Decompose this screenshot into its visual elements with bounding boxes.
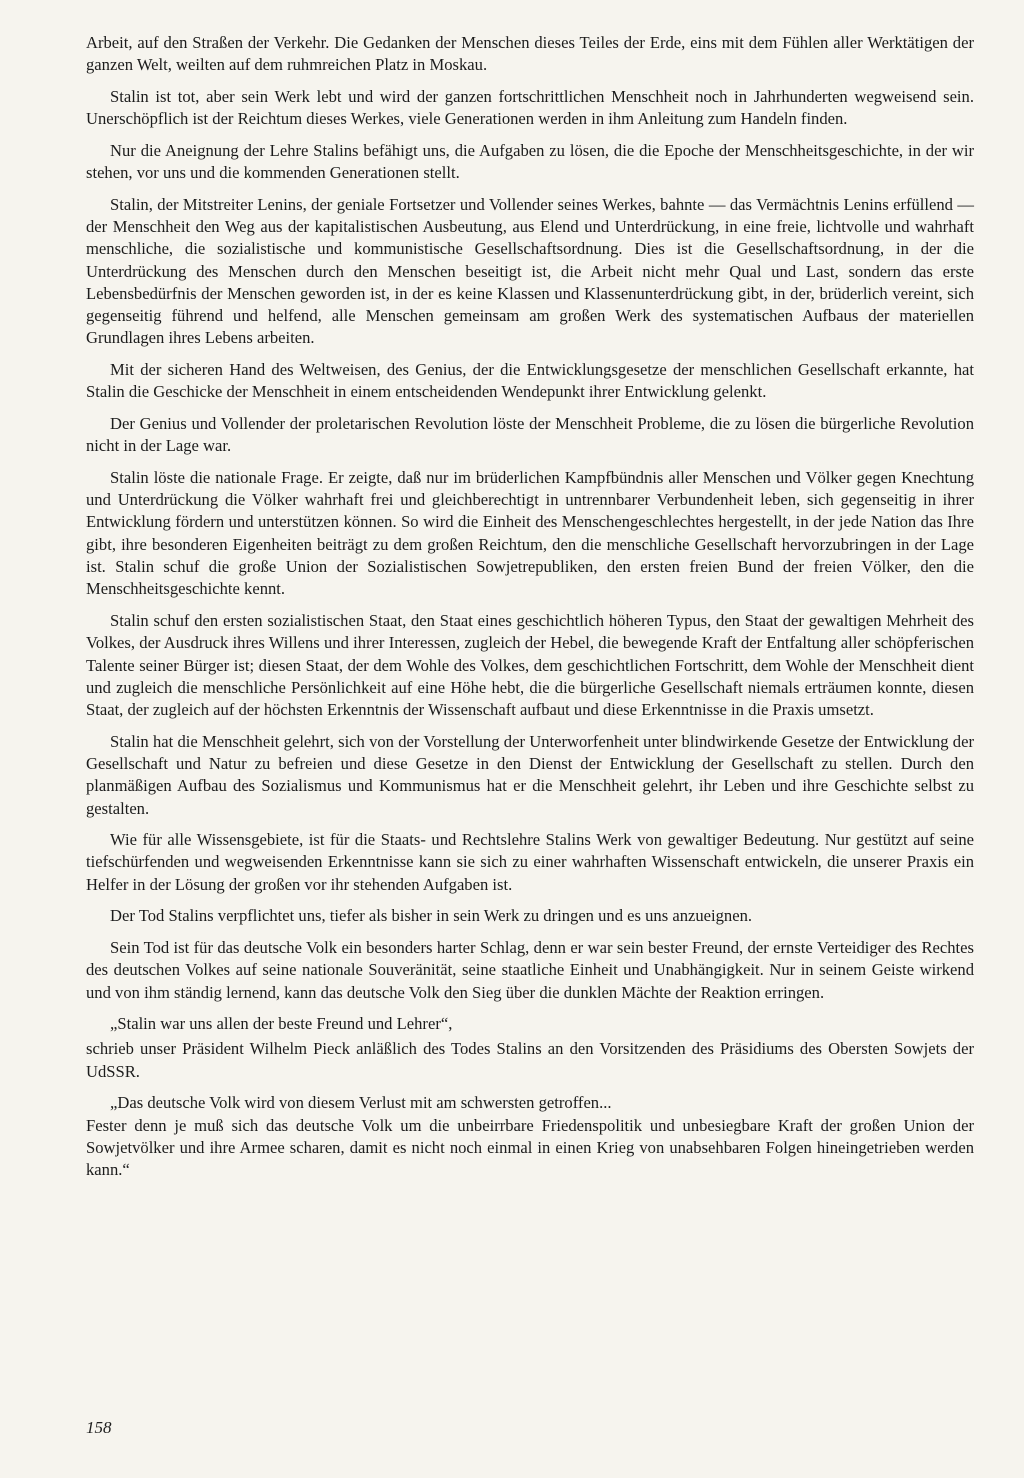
page-number: 158 [86, 1418, 112, 1437]
paragraph-12: Sein Tod ist für das deutsche Volk ein besonders harter Schlag, denn er war sein bester Freund, der ernste Verteidiger des Rechtes des deutschen Volkes auf seine nationale Souveränität, seine staatliche Einheit und Unabhängigkeit. Nur in seinem Geiste wirkend und von ihm ständig lernend, kann das deutsche Volk den Sieg über die dunklen Mächte der Reaktion erringen. [86, 937, 974, 1002]
paragraph-6: Der Genius und Vollender der proletarischen Revolution löste der Menschheit Probleme, die zu lösen die bürgerliche Revolution nicht in der Lage war. [86, 413, 974, 456]
quote-attribution: schrieb unser Präsident Wilhelm Pieck anläßlich des Todes Stalins an den Vorsitzenden des Präsidiums des Obersten Sowjets der UdSSR. [86, 1039, 974, 1081]
paragraph-9: Stalin hat die Menschheit gelehrt, sich von der Vorstellung der Unterworfenheit unter blindwirkende Gesetze der Entwicklung der Gesellschaft und Natur zu befreien und diese Gesetze in den Dienst der Entwicklung der Gesellschaft zu stellen. Durch den planmäßigen Aufbau des Sozialismus und Kommunismus hat er die Menschheit gelehrt, ihr Leben und ihre Geschichte selbst zu gestalten. [86, 731, 974, 818]
quote-pieck: „Stalin war uns allen der beste Freund und Lehrer“, [110, 1014, 453, 1034]
paragraph-1: Arbeit, auf den Straßen der Verkehr. Die Gedanken der Menschen dieses Teiles der Erde, eins mit dem Fühlen aller Werktätigen der ganzen Welt, weilten auf dem ruhmreichen Platz in Moskau. [86, 33, 974, 75]
paragraph-11: Der Tod Stalins verpflichtet uns, tiefer als bisher in sein Werk zu dringen und es uns anzueignen. [110, 906, 753, 926]
paragraph-4: Stalin, der Mitstreiter Lenins, der geniale Fortsetzer und Vollender seines Werkes, bahnte — das Vermächtnis Lenins erfüllend — der Menschheit den Weg aus der kapitalistischen Ausbeutung, aus Elend und Unterdrückung, in eine freie, lichtvolle und wahrhaft menschliche, die sozialistische und kommunistische Gesellschaftsordnung. Dies ist die Gesellschaftsordnung, in der die Unterdrückung des Menschen durch den Menschen beseitigt ist, die Arbeit nicht mehr Qual und Last, sondern das erste Lebensbedürfnis der Menschen geworden ist, in der es keine Klassen und Klassenunterdrückung gibt, in der, brüderlich vereint, sich gegenseitig führend und helfend, alle Menschen gemeinsam am großen Werk des systematischen Aufbaus der materiellen Grundlagen ihres Lebens arbeiten. [86, 194, 974, 348]
paragraph-7: Stalin löste die nationale Frage. Er zeigte, daß nur im brüderlichen Kampfbündnis aller Menschen und Völker gegen Knechtung und Unterdrückung die Völker wahrhaft frei und gleichberechtigt in untrennbarer Verbundenheit leben, sich gegenseitig in ihrer Entwicklung fördern und unterstützen können. So wird die Einheit des Menschengeschlechtes hergestellt, in der jede Nation das Ihre gibt, ihre besonderen Eigenheiten beiträgt zu dem großen Reichtum, den die menschliche Gesellschaft hervorzubringen in der Lage ist. Stalin schuf die große Union der Sozialistischen Sowjetrepubliken, den ersten freien Bund der freien Völker, den die Menschheitsgeschichte kennt. [86, 467, 974, 599]
quote-letter-continuation: Fester denn je muß sich das deutsche Volk um die unbeirrbare Friedenspolitik und unbesiegbare Kraft der großen Union der Sowjetvölker und ihre Armee scharen, damit es nicht noch einmal in einen Krieg von unabsehbaren Folgen hineingetrieben werden kann.“ [86, 1115, 974, 1180]
quote-letter-line-1: „Das deutsche Volk wird von diesem Verlust mit am schwersten getroffen... [110, 1093, 612, 1113]
paragraph-5: Mit der sicheren Hand des Weltweisen, des Genius, der die Entwicklungsgesetze der menschlichen Gesellschaft erkannte, hat Stalin die Geschicke der Menschheit in einem entscheidenden Wendepunkt ihrer Entwicklung gelenkt. [86, 360, 974, 402]
paragraph-10: Wie für alle Wissensgebiete, ist für die Staats- und Rechtslehre Stalins Werk von gewaltiger Bedeutung. Nur gestützt auf seine tiefschürfenden und wegweisenden Erkenntnisse kann sie sich zu einer wahrhaften Wissenschaft entwickeln, die unserer Praxis ein Helfer in der Lösung der großen vor ihr stehenden Aufgaben ist. [86, 830, 974, 894]
paragraph-2: Stalin ist tot, aber sein Werk lebt und wird der ganzen fortschrittlichen Menschheit noch in Jahrhunderten wegweisend sein. Unerschöpflich ist der Reichtum dieses Werkes, viele Generationen werden in ihm Anleitung zum Handeln finden. [86, 86, 974, 129]
paragraph-8: Stalin schuf den ersten sozialistischen Staat, den Staat eines geschichtlich höheren Typus, den Staat der gewaltigen Mehrheit des Volkes, der Ausdruck ihres Willens und ihrer Interessen, zugleich der Hebel, die bewegende Kraft der Entfaltung aller schöpferischen Talente seiner Bürger ist; diesen Staat, der dem Wohle des Volkes, dem geschichtlichen Fortschritt, dem Wohle der Menschheit dient und zugleich die menschliche Persönlichkeit auf eine Höhe hebt, die die bürgerliche Gesellschaft niemals erträumen konnte, diesen Staat, der zugleich auf der höchsten Erkenntnis der Wissenschaft aufbaut und diese Erkenntnisse in die Praxis umsetzt. [86, 610, 974, 720]
paragraph-3: Nur die Aneignung der Lehre Stalins befähigt uns, die Aufgaben zu lösen, die die Epoche der Menschheitsgeschichte, in der wir stehen, vor uns und die kommenden Generationen stellt. [86, 140, 974, 183]
page-body [86, 32, 974, 1191]
